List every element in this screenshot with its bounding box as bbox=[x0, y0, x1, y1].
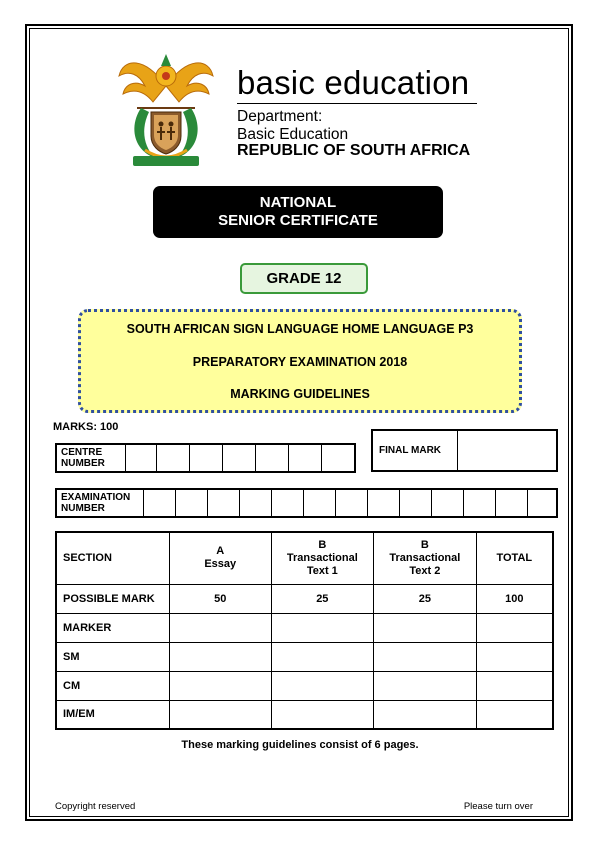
table-row bbox=[56, 642, 553, 671]
row-label: CM bbox=[56, 671, 169, 700]
header-b1-sub: Text 1 bbox=[306, 564, 338, 577]
header-a-letter: A bbox=[216, 545, 225, 558]
pages-note: These marking guidelines consist of 6 pages. bbox=[181, 739, 419, 751]
exam-number-cell[interactable] bbox=[400, 489, 432, 517]
exam-number-cell[interactable] bbox=[176, 489, 208, 517]
sm-cell[interactable] bbox=[374, 642, 477, 671]
header-b2-letter: B bbox=[420, 538, 429, 551]
certificate-line-2: SENIOR CERTIFICATE bbox=[218, 212, 378, 229]
subject-title: SOUTH AFRICAN SIGN LANGUAGE HOME LANGUAGE P3 bbox=[126, 322, 474, 336]
row-label: MARKER bbox=[56, 613, 169, 642]
cm-cell[interactable] bbox=[374, 671, 477, 700]
certificate-line-1: NATIONAL bbox=[259, 194, 337, 211]
exam-number-cell[interactable] bbox=[336, 489, 368, 517]
examination-number-field bbox=[55, 488, 558, 518]
cm-cell[interactable] bbox=[271, 671, 374, 700]
brand-country: REPUBLIC OF SOUTH AFRICA bbox=[237, 142, 471, 159]
im-em-cell[interactable] bbox=[271, 700, 374, 729]
sm-cell[interactable] bbox=[271, 642, 374, 671]
header-section-a bbox=[169, 532, 271, 584]
im-em-cell[interactable] bbox=[476, 700, 553, 729]
brand-title: basic education bbox=[237, 64, 470, 101]
centre-number-cell[interactable] bbox=[322, 444, 356, 472]
brand-department: Department: bbox=[237, 108, 323, 125]
exam-number-cell[interactable] bbox=[240, 489, 272, 517]
grade-badge: GRADE 12 bbox=[240, 263, 368, 294]
footer-copyright: Copyright reserved bbox=[55, 801, 136, 812]
centre-number-cell[interactable] bbox=[289, 444, 322, 472]
exam-title: PREPARATORY EXAMINATION 2018 bbox=[192, 355, 408, 369]
brand-basic-education: Basic Education bbox=[237, 126, 349, 143]
table-row bbox=[56, 700, 553, 729]
centre-number-cell[interactable] bbox=[190, 444, 223, 472]
final-mark-field bbox=[371, 429, 558, 472]
brand-underline bbox=[237, 103, 477, 104]
table-row bbox=[56, 671, 553, 700]
exam-number-cell[interactable] bbox=[528, 489, 558, 517]
exam-number-cell[interactable] bbox=[464, 489, 496, 517]
im-em-cell[interactable] bbox=[374, 700, 477, 729]
exam-number-cell[interactable] bbox=[144, 489, 176, 517]
header-section-b2 bbox=[374, 532, 477, 584]
header-a-name: Essay bbox=[204, 558, 237, 571]
row-label: IM/EM bbox=[56, 700, 169, 729]
header-section-text: SECTION bbox=[63, 552, 112, 565]
centre-number-cell[interactable] bbox=[126, 444, 157, 472]
exam-number-cell[interactable] bbox=[208, 489, 240, 517]
footer-turn-over: Please turn over bbox=[463, 801, 533, 812]
certificate-banner bbox=[153, 186, 443, 238]
header-section bbox=[56, 532, 169, 584]
marks-summary-table bbox=[55, 531, 554, 730]
im-em-cell[interactable] bbox=[169, 700, 271, 729]
centre-number-cell[interactable] bbox=[256, 444, 289, 472]
possible-mark-a: 50 bbox=[169, 584, 271, 613]
marker-cell[interactable] bbox=[169, 613, 271, 642]
row-label: SM bbox=[56, 642, 169, 671]
cm-cell[interactable] bbox=[476, 671, 553, 700]
row-label: POSSIBLE MARK bbox=[56, 584, 169, 613]
header-b2-name: Transactional bbox=[389, 551, 461, 564]
exam-number-cell[interactable] bbox=[304, 489, 336, 517]
possible-mark-b1: 25 bbox=[271, 584, 374, 613]
marker-cell[interactable] bbox=[476, 613, 553, 642]
possible-mark-total: 100 bbox=[476, 584, 553, 613]
centre-number-label: CENTRE NUMBER bbox=[56, 444, 126, 472]
table-row bbox=[56, 584, 553, 613]
cm-cell[interactable] bbox=[169, 671, 271, 700]
centre-number-field bbox=[55, 443, 356, 473]
marker-cell[interactable] bbox=[374, 613, 477, 642]
final-mark-cell[interactable] bbox=[458, 430, 558, 471]
exam-number-cell[interactable] bbox=[496, 489, 528, 517]
exam-number-cell[interactable] bbox=[368, 489, 400, 517]
table-row bbox=[56, 613, 553, 642]
table-header-row bbox=[56, 532, 553, 584]
header-b2-sub: Text 2 bbox=[409, 564, 441, 577]
header-total bbox=[476, 532, 553, 584]
header-section-b1 bbox=[271, 532, 374, 584]
final-mark-label: FINAL MARK bbox=[372, 430, 458, 471]
header-total-text: TOTAL bbox=[496, 552, 533, 565]
possible-mark-b2: 25 bbox=[374, 584, 477, 613]
exam-number-cell[interactable] bbox=[272, 489, 304, 517]
sm-cell[interactable] bbox=[476, 642, 553, 671]
marker-cell[interactable] bbox=[271, 613, 374, 642]
sm-cell[interactable] bbox=[169, 642, 271, 671]
centre-number-cell[interactable] bbox=[157, 444, 190, 472]
subject-box bbox=[78, 309, 522, 413]
header-b1-letter: B bbox=[318, 538, 327, 551]
marks-label: MARKS: 100 bbox=[53, 421, 119, 433]
header-b1-name: Transactional bbox=[286, 551, 358, 564]
centre-number-cell[interactable] bbox=[223, 444, 256, 472]
exam-number-cell[interactable] bbox=[432, 489, 464, 517]
coat-of-arms-icon bbox=[115, 46, 217, 168]
examination-number-label: EXAMINATION NUMBER bbox=[56, 489, 144, 517]
document-type: MARKING GUIDELINES bbox=[230, 387, 370, 401]
